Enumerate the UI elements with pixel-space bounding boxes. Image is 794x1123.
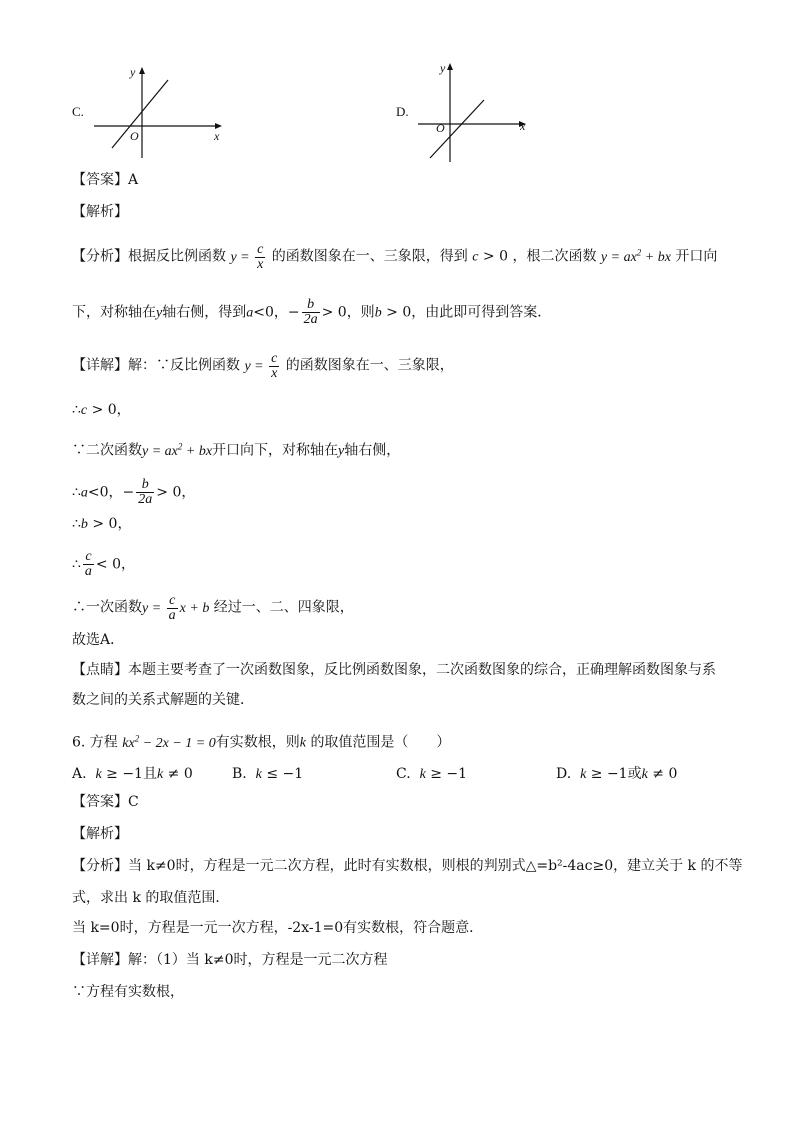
step-text: ∵二次函数 <box>72 442 142 459</box>
option-label: A. <box>72 766 87 782</box>
q5-step3: ∴a<0，− $\frac{b}{2a}$ > 0， <box>72 477 196 507</box>
q5-step4: ∴b > 0， <box>72 516 132 532</box>
q5-fenxi-line2: 下，对称轴在y轴右侧，得到a<0，− $\frac{b}{2a}$ > 0，则b > 0，由此即可得到答案． <box>72 297 552 327</box>
q6-stem: 6. 方程 $kx^2 - 2x - 1 = 0$有实数根，则k 的取值范围是（ ） <box>72 733 451 751</box>
q6-option-a: A. k ≥ −1且k ≠ 0 <box>72 766 193 782</box>
option-c-label: C. <box>72 104 84 119</box>
q5-dianjing-line1: 【点睛】本题主要考查了一次函数图象，反比例函数图象，二次函数图象的综合，正确理解函数图象与系 <box>72 662 716 678</box>
q6-option-c: C. k ≥ −1 <box>396 766 468 782</box>
q5-choose: 故选A． <box>72 632 125 648</box>
q5-analysis-title: 【解析】 <box>72 204 128 220</box>
y-axis-arrow <box>139 67 145 74</box>
fenxi-text: 【分析】根据反比例函数 <box>72 248 226 265</box>
step-text: 经过一、二、四象限， <box>213 599 354 616</box>
step-text: ∴一次函数 <box>72 599 142 616</box>
q6-fenxi-line1: 【分析】当 k≠0时，方程是一元二次方程，此时有实数根，则根的判别式△=b²-4ac≥0，建立关于 k 的不等 <box>72 858 743 874</box>
q5-fenxi-line1: 【分析】根据反比例函数 y = $\frac{c}{x}$ 的函数图象在一、三象限，得到 c > 0 ，根二次函数 $y = ax^2$ + bx 开口向 <box>72 241 718 272</box>
function-line <box>112 80 168 148</box>
q6-last-line: ∵方程有实数根， <box>72 984 184 1000</box>
origin-label: O <box>130 129 139 143</box>
axis-y-label: y <box>130 65 136 79</box>
graph-option-c <box>88 58 238 162</box>
formula-quadratic: $y = ax^2$ + bx <box>600 247 671 265</box>
fenxi-text: ，由此即可得到答案． <box>411 304 552 321</box>
q6-option-b: B. k ≤ −1 <box>232 766 304 782</box>
xiangjie-text: 的函数图象在一、三象限， <box>285 357 454 374</box>
stem-text: 有实数根，则 <box>215 734 300 751</box>
q5-step6: ∴一次函数y = $\frac{c}{a}$ x + b 经过一、二、四象限， <box>72 593 354 623</box>
stem-text: 6. 方程 <box>72 734 118 751</box>
graph-c-svg <box>88 58 238 162</box>
q5-dianjing-line2: 数之间的关系式解题的关键． <box>72 692 254 708</box>
step-text: 开口向下，对称轴在 <box>212 442 339 459</box>
fenxi-text: ，则 <box>346 304 375 321</box>
axis-y-label: y <box>440 61 446 75</box>
graph-option-d <box>410 58 560 168</box>
q5-step2: ∵二次函数$y = ax^2$ + bx开口向下，对称轴在y轴右侧， <box>72 441 401 459</box>
step-text: 轴右侧， <box>344 442 401 459</box>
xiangjie-text: 【详解】解：∵反比例函数 <box>72 357 240 374</box>
fenxi-text: 轴右侧，得到 <box>162 304 247 321</box>
axis-x-label: x <box>520 119 526 133</box>
option-label: C. <box>396 766 411 782</box>
q6-option-d: D. k ≥ −1或k ≠ 0 <box>556 766 678 782</box>
q6-xiangjie: 【详解】解：（1）当 k≠0时，方程是一元二次方程 <box>72 952 388 968</box>
q5-step1: ∴c > 0， <box>72 402 131 418</box>
q5-answer: 【答案】A <box>72 172 139 188</box>
stem-text: 的取值范围是（ ） <box>310 734 451 751</box>
fenxi-text: 开口向 <box>675 248 718 265</box>
option-text: 且 <box>142 766 157 782</box>
q6-fenxi-line3: 当 k=0时，方程是一元一次方程，-2x-1=0有实数根，符合题意． <box>72 920 484 936</box>
graph-d-svg <box>410 58 560 168</box>
axis-x-label: x <box>214 129 220 143</box>
option-label: D. <box>556 766 572 782</box>
formula-inverse: y = $\frac{c}{x}$ <box>230 241 264 272</box>
q5-xiangjie: 【详解】解：∵反比例函数 y = $\frac{c}{x}$ 的函数图象在一、三象限， <box>72 351 454 381</box>
q6-answer: 【答案】C <box>72 794 139 810</box>
option-d-label: D. <box>396 104 409 119</box>
q5-step5: ∴ $\frac{c}{a}$ < 0， <box>72 549 136 579</box>
y-axis-arrow <box>447 63 453 70</box>
fenxi-text: ，根二次函数 <box>512 248 597 265</box>
formula-c-pos: c <box>472 249 479 265</box>
option-label: B. <box>232 766 247 782</box>
origin-label: O <box>436 121 445 135</box>
fenxi-text: 下，对称轴在 <box>72 304 156 321</box>
fenxi-text: 的函数图象在一、三象限，得到 <box>271 248 468 265</box>
option-text: 或 <box>627 766 642 782</box>
q6-fenxi-line2: 式，求出 k 的取值范围． <box>72 890 230 906</box>
q6-analysis-title: 【解析】 <box>72 826 128 842</box>
